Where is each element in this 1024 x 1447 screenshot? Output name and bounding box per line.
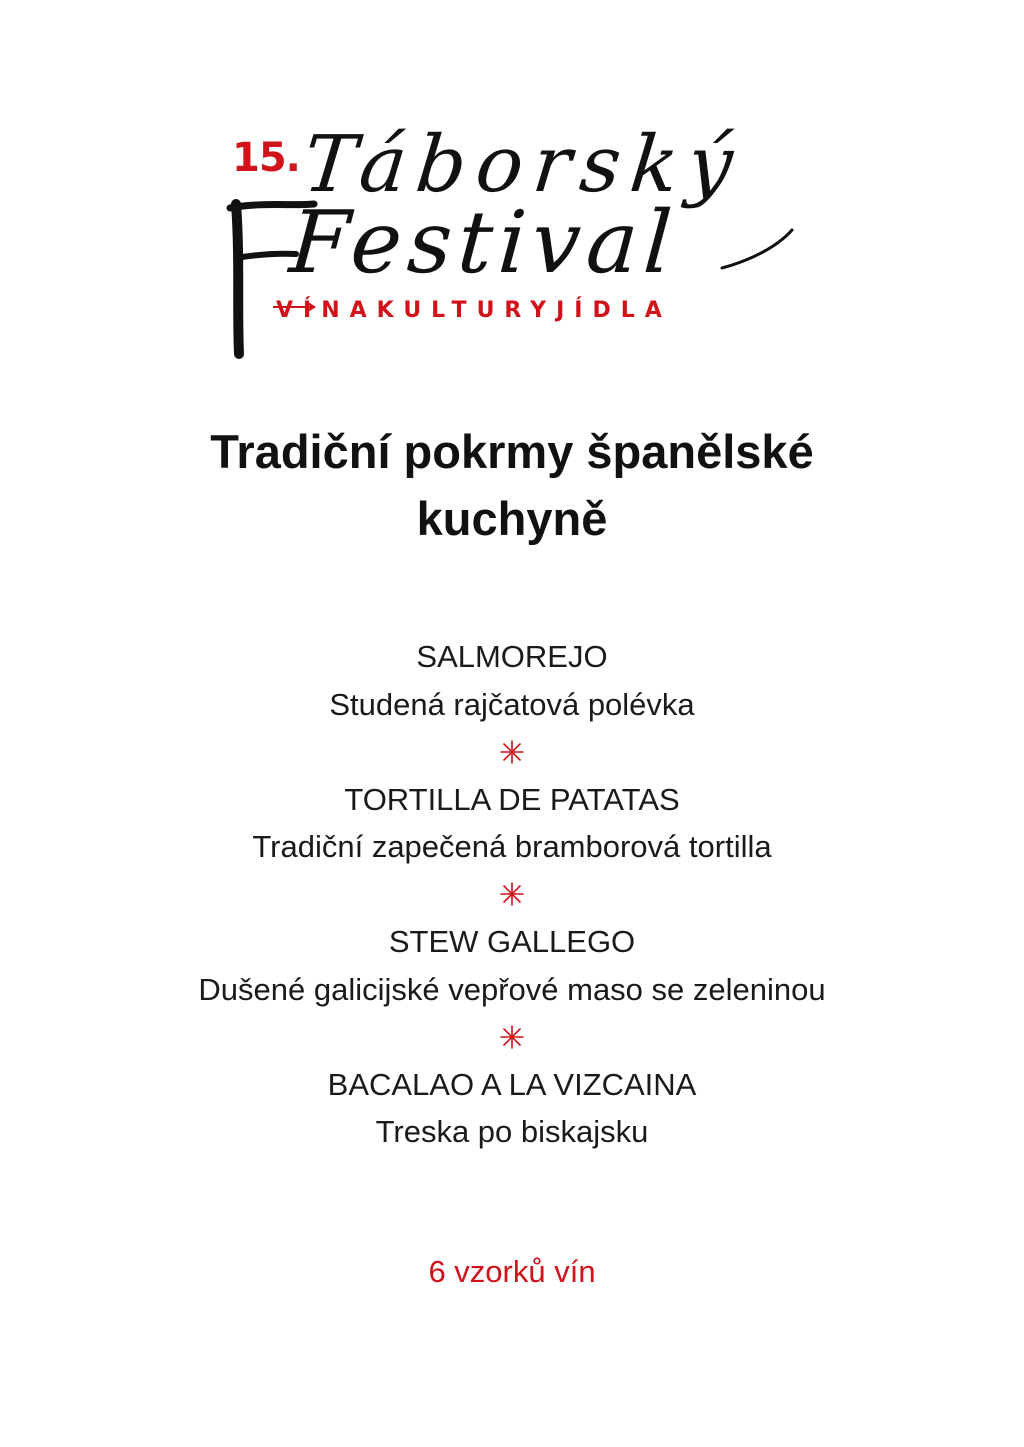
dish-description: Dušené galicijské vepřové maso se zeleninou — [198, 971, 826, 1007]
dish-name: BACALAO A LA VIZCAINA — [327, 1066, 697, 1102]
dish-description: Treska po biskajsku — [375, 1114, 649, 1149]
tagline-food: JÍDLA — [556, 298, 672, 323]
asterisk-icon — [62, 871, 962, 919]
logo-word-festival: Festival — [286, 193, 681, 293]
menu-heading: Tradiční pokrmy španělské kuchyně — [210, 425, 814, 545]
asterisk-icon — [62, 728, 962, 776]
menu-list — [62, 633, 962, 1156]
dish-name: TORTILLA DE PATATAS — [344, 781, 680, 817]
dish-description: Tradiční zapečená bramborová tortilla — [252, 829, 772, 864]
dish-description: Studená rajčatová polévka — [329, 686, 695, 722]
logo-tagline — [276, 300, 746, 322]
festival-logo — [222, 118, 802, 368]
dish-name: STEW GALLEGO — [388, 924, 636, 959]
tagline-culture: KULTURY — [376, 298, 557, 323]
asterisk-icon — [62, 1013, 962, 1061]
wine-samples-note: 6 vzorků vín — [428, 1254, 596, 1289]
logo-word-taborsky: Táborský — [299, 120, 747, 210]
logo-edition-number: 15. — [232, 135, 300, 181]
dish-name: SALMOREJO — [416, 639, 608, 674]
arrow-right-icon — [272, 300, 318, 314]
tagline-wine: VÍNA — [276, 298, 377, 323]
